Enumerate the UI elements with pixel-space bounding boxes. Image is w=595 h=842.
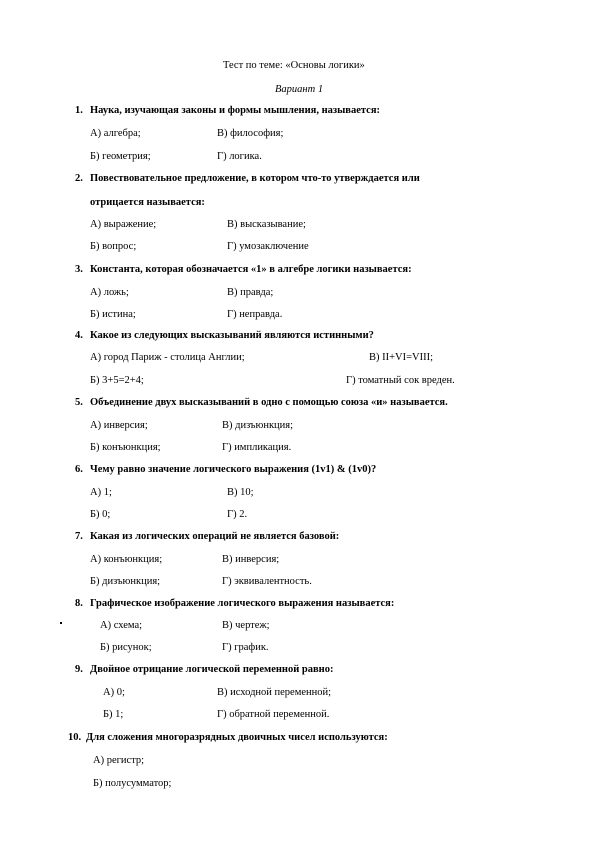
question-1-option-b: Б) геометрия; [90, 151, 151, 162]
question-1-number: 1. [75, 105, 83, 116]
question-6-number: 6. [75, 464, 83, 475]
question-5-option-g: Г) импликация. [222, 442, 292, 453]
question-6-option-b: Б) 0; [90, 509, 111, 520]
question-2-number: 2. [75, 173, 83, 184]
question-8-option-b: Б) рисунок; [100, 642, 152, 653]
question-1-option-a: А) алгебра; [90, 128, 141, 139]
question-5-option-v: В) дизъюнкция; [222, 420, 294, 431]
question-3-option-g: Г) неправда. [227, 309, 283, 320]
question-7-number: 7. [75, 531, 83, 542]
question-2-option-g: Г) умозаключение [227, 241, 309, 252]
stray-mark [60, 622, 62, 624]
question-9-number: 9. [75, 664, 83, 675]
question-8-option-v: В) чертеж; [222, 620, 270, 631]
question-9-option-b: Б) 1; [103, 709, 124, 720]
question-4-option-g: Г) томатный сок вреден. [346, 375, 455, 386]
question-9-option-g: Г) обратной переменной. [217, 709, 330, 720]
question-9-option-a: А) 0; [103, 687, 125, 698]
question-8-option-g: Г) график. [222, 642, 269, 653]
question-2-option-a: А) выражение; [90, 219, 157, 230]
question-6-option-a: А) 1; [90, 487, 112, 498]
question-8-number: 8. [75, 598, 83, 609]
question-3-text: Константа, которая обозначается «1» в алгебре логики называется: [90, 264, 412, 275]
question-8-option-a: А) схема; [100, 620, 143, 631]
question-7-option-b: Б) дизъюнкция; [90, 576, 161, 587]
question-5-option-a: А) инверсия; [90, 420, 148, 431]
question-5-text: Объединение двух высказываний в одно с помощью союза «и» называется. [90, 397, 448, 408]
question-10-text: Для сложения многоразрядных двоичных чисел используются: [86, 732, 388, 743]
question-3-option-b: Б) истина; [90, 309, 136, 320]
question-3-number: 3. [75, 264, 83, 275]
question-7-option-a: А) конъюнкция; [90, 554, 163, 565]
question-4-text: Какое из следующих высказываний являются истинными? [90, 330, 374, 341]
question-9-option-v: В) исходной переменной; [217, 687, 332, 698]
question-1-option-v: В) философия; [217, 128, 284, 139]
question-3-option-a: А) ложь; [90, 287, 129, 298]
question-5-number: 5. [75, 397, 83, 408]
question-10-option-a: А) регистр; [93, 755, 145, 766]
question-4-option-v: В) II+VI=VIII; [369, 352, 434, 363]
question-8-text: Графическое изображение логического выражения называется: [90, 598, 395, 609]
question-4-option-a: А) город Париж - столица Англии; [90, 352, 245, 363]
question-6-option-g: Г) 2. [227, 509, 248, 520]
question-2-text-line2: отрицается называется: [90, 197, 205, 208]
question-1-option-g: Г) логика. [217, 151, 262, 162]
page-title: Тест по теме: «Основы логики» [223, 60, 365, 71]
question-7-text: Какая из логических операций не является базовой: [90, 531, 340, 542]
question-6-text: Чему равно значение логического выражения (1v1) & (1v0)? [90, 464, 377, 475]
question-4-number: 4. [75, 330, 83, 341]
question-10-number: 10. [68, 732, 82, 743]
question-5-option-b: Б) конъюнкция; [90, 442, 161, 453]
question-9-text: Двойное отрицание логической переменной равно: [90, 664, 334, 675]
question-3-option-v: В) правда; [227, 287, 274, 298]
question-2-option-b: Б) вопрос; [90, 241, 137, 252]
variant-label: Вариант 1 [275, 84, 324, 95]
question-7-option-g: Г) эквивалентность. [222, 576, 312, 587]
question-1-text: Наука, изучающая законы и формы мышления, называется: [90, 105, 381, 116]
question-2-option-v: В) высказывание; [227, 219, 306, 230]
question-6-option-v: В) 10; [227, 487, 254, 498]
question-4-option-b: Б) 3+5=2+4; [90, 375, 144, 386]
question-7-option-v: В) инверсия; [222, 554, 280, 565]
question-10-option-b: Б) полусумматор; [93, 778, 172, 789]
question-2-text: Повествовательное предложение, в котором что-то утверждается или [90, 173, 420, 184]
